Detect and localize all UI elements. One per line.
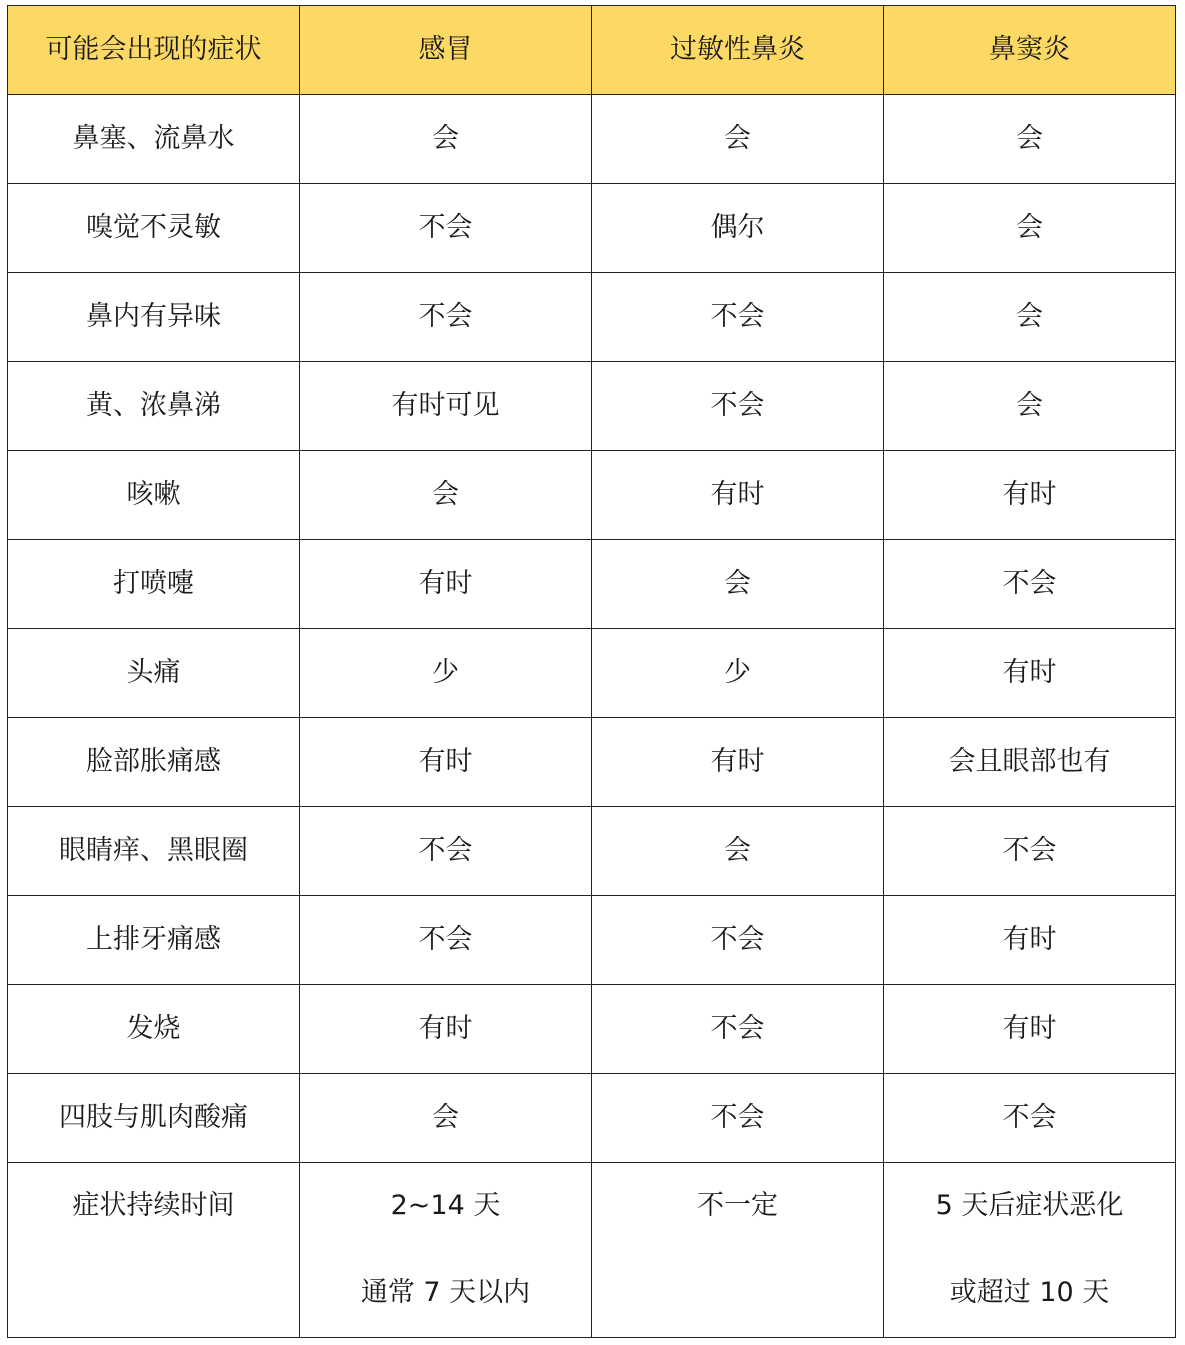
allergic-cell: 会 xyxy=(592,807,884,896)
duration-allergic-cell xyxy=(592,1163,884,1338)
duration-cold-line1: 2~14 天 xyxy=(390,1190,501,1221)
symptom-cell: 头痛 xyxy=(8,629,300,718)
symptom-cell: 眼睛痒、黑眼圈 xyxy=(8,807,300,896)
allergic-cell: 少 xyxy=(592,629,884,718)
sinusitis-cell: 会 xyxy=(884,362,1176,451)
cold-cell: 有时可见 xyxy=(300,362,592,451)
cold-cell: 不会 xyxy=(300,273,592,362)
allergic-cell: 会 xyxy=(592,95,884,184)
allergic-cell: 不会 xyxy=(592,896,884,985)
cold-cell: 不会 xyxy=(300,896,592,985)
allergic-cell: 不会 xyxy=(592,1074,884,1163)
duration-sinusitis-line1: 5 天后症状恶化 xyxy=(935,1190,1124,1221)
sinusitis-cell: 会且眼部也有 xyxy=(884,718,1176,807)
sinusitis-cell: 会 xyxy=(884,95,1176,184)
symptom-cell: 发烧 xyxy=(8,985,300,1074)
sinusitis-cell: 不会 xyxy=(884,807,1176,896)
cold-cell: 有时 xyxy=(300,985,592,1074)
table-row xyxy=(8,95,1176,184)
duration-allergic-line1: 不一定 xyxy=(697,1190,778,1221)
sinusitis-cell: 有时 xyxy=(884,985,1176,1074)
header-row xyxy=(8,6,1176,95)
table-row xyxy=(8,807,1176,896)
table-row xyxy=(8,896,1176,985)
header-symptom: 可能会出现的症状 xyxy=(8,6,300,95)
allergic-cell: 有时 xyxy=(592,718,884,807)
table-row xyxy=(8,451,1176,540)
symptom-cell: 四肢与肌肉酸痛 xyxy=(8,1074,300,1163)
symptom-cell: 鼻塞、流鼻水 xyxy=(8,95,300,184)
symptom-cell: 黄、浓鼻涕 xyxy=(8,362,300,451)
table-row xyxy=(8,629,1176,718)
sinusitis-cell: 会 xyxy=(884,273,1176,362)
header-cold: 感冒 xyxy=(300,6,592,95)
duration-label-cell xyxy=(8,1163,300,1338)
symptom-cell: 上排牙痛感 xyxy=(8,896,300,985)
table-row xyxy=(8,985,1176,1074)
symptom-cell: 鼻内有异味 xyxy=(8,273,300,362)
symptom-cell: 嗅觉不灵敏 xyxy=(8,184,300,273)
table-row xyxy=(8,273,1176,362)
symptom-cell: 咳嗽 xyxy=(8,451,300,540)
table-row xyxy=(8,362,1176,451)
duration-cold-cell xyxy=(300,1163,592,1338)
cold-cell: 会 xyxy=(300,451,592,540)
duration-sinusitis-line2: 或超过 10 天 xyxy=(949,1277,1110,1309)
sinusitis-cell: 不会 xyxy=(884,540,1176,629)
cold-cell: 少 xyxy=(300,629,592,718)
cold-cell: 不会 xyxy=(300,184,592,273)
symptom-comparison-table xyxy=(7,5,1176,1338)
allergic-cell: 不会 xyxy=(592,362,884,451)
cold-cell: 不会 xyxy=(300,807,592,896)
symptom-cell: 脸部胀痛感 xyxy=(8,718,300,807)
symptom-cell: 打喷嚏 xyxy=(8,540,300,629)
table-row xyxy=(8,718,1176,807)
cold-cell: 会 xyxy=(300,1074,592,1163)
allergic-cell: 不会 xyxy=(592,985,884,1074)
duration-row xyxy=(8,1163,1176,1338)
cold-cell: 有时 xyxy=(300,718,592,807)
cold-cell: 有时 xyxy=(300,540,592,629)
duration-label: 症状持续时间 xyxy=(72,1190,235,1221)
sinusitis-cell: 会 xyxy=(884,184,1176,273)
allergic-cell: 不会 xyxy=(592,273,884,362)
duration-cold-line2: 通常 7 天以内 xyxy=(360,1277,531,1309)
table-row xyxy=(8,1074,1176,1163)
table-row xyxy=(8,540,1176,629)
header-allergic-rhinitis: 过敏性鼻炎 xyxy=(592,6,884,95)
allergic-cell: 偶尔 xyxy=(592,184,884,273)
allergic-cell: 有时 xyxy=(592,451,884,540)
sinusitis-cell: 有时 xyxy=(884,451,1176,540)
header-sinusitis: 鼻窦炎 xyxy=(884,6,1176,95)
sinusitis-cell: 不会 xyxy=(884,1074,1176,1163)
cold-cell: 会 xyxy=(300,95,592,184)
allergic-cell: 会 xyxy=(592,540,884,629)
symptom-comparison-table-container xyxy=(7,5,1175,1338)
sinusitis-cell: 有时 xyxy=(884,629,1176,718)
sinusitis-cell: 有时 xyxy=(884,896,1176,985)
table-row xyxy=(8,184,1176,273)
duration-sinusitis-cell xyxy=(884,1163,1176,1338)
